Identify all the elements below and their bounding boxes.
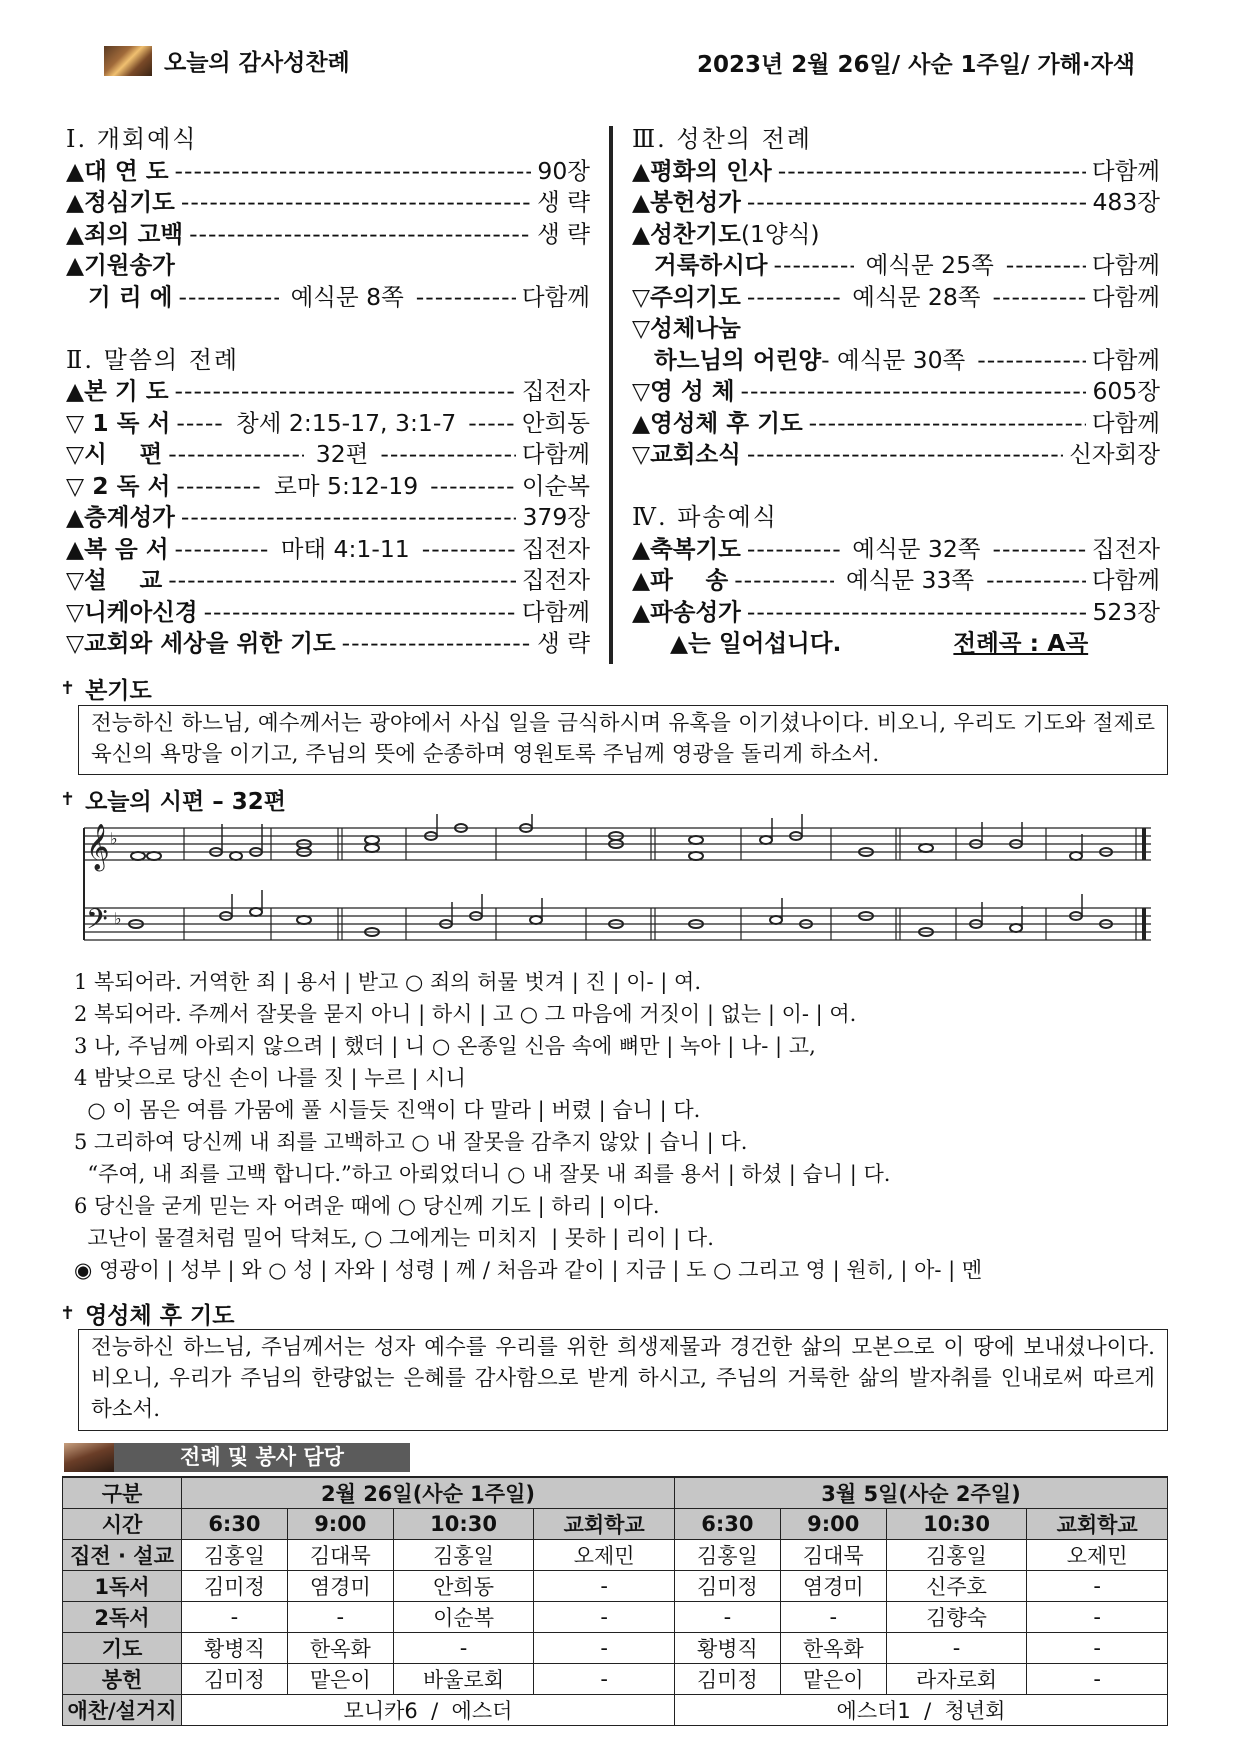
- svg-text:𝄢: 𝄢: [86, 903, 108, 943]
- order-row: ▲파송성가 ----- 523장: [632, 597, 1160, 629]
- order-row: ▲대 연 도 ----- 90장: [66, 156, 590, 188]
- psalm-line: 6 당신을 굳게 믿는 자 어려운 때에 ○ 당신께 기도 | 하리 | 이다.: [74, 1194, 660, 1218]
- svg-text:♭: ♭: [110, 829, 118, 848]
- table-row: 애찬/설거지 모니카6 / 에스더 에스더1 / 청년회: [63, 1695, 1168, 1726]
- psalm-line: 4 밤낮으로 당신 손이 나를 짓 | 누르 | 시니: [74, 1066, 466, 1090]
- psalm-line: 3 나, 주님께 아뢰지 않으려 | 했더 | 니 ○ 온종일 신음 속에 뼈만 | 녹아 | 나- | 고,: [74, 1034, 816, 1058]
- cross-icon: ✝: [60, 678, 76, 699]
- section-title-word: Ⅱ. 말씀의 전례: [66, 345, 240, 374]
- order-row: ▲성찬기도 (1양식): [632, 219, 820, 248]
- hymn-note: 전례곡 : A곡: [953, 629, 1089, 657]
- order-row: ▲복 음 서 ----- 마태 4:1-11 ----- 집전자: [66, 534, 590, 566]
- order-row: ▲정심기도 ----- 생 략: [66, 187, 590, 219]
- table-row: 구분 2월 26일(사순 1주일) 3월 5일(사순 2주일): [63, 1477, 1168, 1509]
- section-title-opening: Ⅰ. 개회예식: [66, 125, 198, 153]
- table-row: 기도 황병직 한옥화 - - 황병직 한옥화 - -: [63, 1633, 1168, 1664]
- order-row: ▲본 기 도 ----- 집전자: [66, 376, 590, 408]
- bulletin-header: [104, 44, 350, 77]
- psalm-line: 1 복되어라. 거역한 죄 | 용서 | 받고 ○ 죄의 허물 벗겨 | 진 | 이- | 여.: [74, 970, 701, 994]
- psalm-line: ○ 이 몸은 여름 가뭄에 풀 시들듯 진액이 다 말라 | 버렸 | 습니 | 다.: [74, 1098, 701, 1122]
- table-row: 집전 · 설교 김홍일 김대묵 김홍일 오제민 김홍일 김대묵 김홍일 오제민: [63, 1540, 1168, 1571]
- postcommunion-heading: ✝ 영성체 후 기도: [60, 1303, 235, 1329]
- order-row: ▲축복기도 ----- 예식문 32쪽 ----- 집전자: [632, 534, 1160, 566]
- order-row: ▲죄의 고백 ----- 생 략: [66, 219, 590, 251]
- cross-icon: ✝: [60, 789, 76, 810]
- order-row: ▽설 교 ----- 집전자: [66, 565, 590, 597]
- order-row: ▲봉헌성가 ----- 483장: [632, 187, 1160, 219]
- order-row: 하느님의 어린양 - 예식문 30쪽 ----- 다함께: [632, 345, 1160, 377]
- order-row: ▽교회와 세상을 위한 기도 ----- 생 략: [66, 628, 590, 660]
- section-title-eucharist: Ⅲ. 성찬의 전례: [632, 125, 812, 153]
- psalm-text: [74, 966, 982, 1286]
- psalm-chant-score: [76, 814, 1158, 964]
- psalm-line: 고난이 물결처럼 밀어 닥쳐도, ○ 그에게는 미치지 | 못하 | 리이 | 다.: [74, 1226, 714, 1250]
- order-row: ▲기원송가: [66, 251, 175, 279]
- collect-text: 전능하신 하느님, 예수께서는 광야에서 사십 일을 금식하시며 유혹을 이기셨나이다. 비오니, 우리도 기도와 절제로 육신의 욕망을 이기고, 주님의 뜻에 순종하며 영원토록 주님께 영광을 돌리게 하소서.: [78, 705, 1168, 775]
- order-row: 기 리 에 ----- 예식문 8쪽 ----- 다함께: [66, 282, 590, 314]
- duty-banner: [64, 1443, 410, 1472]
- order-row: ▽ 1 독 서 ----- 창세 2:15-17, 3:1-7 ----- 안희동: [66, 408, 590, 440]
- psalm-line: 2 복되어라. 주께서 잘못을 묻지 아니 | 하시 | 고 ○ 그 마음에 거짓이 | 없는 | 이- | 여.: [74, 1002, 857, 1026]
- table-row: 시간 6:30 9:00 10:30 교회학교 6:30 9:00 10:30 교회학교: [63, 1509, 1168, 1540]
- bulletin-title: 오늘의 감사성찬례: [164, 50, 350, 76]
- order-left-column: [66, 124, 590, 660]
- psalm-line: “주여, 내 죄를 고백 합니다.”하고 아뢰었더니 ○ 내 잘못 내 죄를 용서 | 하셨 | 습니 | 다.: [74, 1162, 891, 1186]
- psalm-heading: ✝ 오늘의 시편 – 32편: [60, 789, 286, 815]
- order-notes: [632, 628, 1160, 660]
- cross-icon: ✝: [60, 1303, 76, 1324]
- order-row: ▲평화의 인사 ----- 다함께: [632, 156, 1160, 188]
- svg-text:♭: ♭: [114, 909, 122, 928]
- svg-text:𝄞: 𝄞: [86, 824, 110, 870]
- section-title-dismissal: Ⅳ. 파송예식: [632, 503, 778, 531]
- order-row: ▽성체나눔: [632, 314, 741, 342]
- psalm-line: 5 그리하여 당신께 내 죄를 고백하고 ○ 내 잘못을 감추지 않았 | 습니 | 다.: [74, 1130, 748, 1154]
- duty-title: 전례 및 봉사 담당: [114, 1443, 410, 1472]
- order-row: ▽교회소식 ----- 신자회장: [632, 439, 1160, 471]
- standing-note: ▲는 일어섭니다.: [670, 629, 842, 657]
- duty-photo: [64, 1443, 114, 1472]
- collect-heading: ✝ 본기도: [60, 678, 152, 704]
- table-row: 2독서 - - 이순복 - - - 김향숙 -: [63, 1602, 1168, 1633]
- order-row: ▽ 2 독 서 ----- 로마 5:12-19 ----- 이순복: [66, 471, 590, 503]
- psalm-line: ◉ 영광이 | 성부 | 와 ○ 성 | 자와 | 성령 | 께 / 처음과 같이 | 지금 | 도 ○ 그리고 영 | 원히, | 아- | 멘: [74, 1258, 983, 1282]
- postcommunion-text: 전능하신 하느님, 주님께서는 성자 예수를 우리를 위한 희생제물과 경건한 삶의 모본으로 이 땅에 보내셨나이다. 비오니, 우리가 주님의 한량없는 은혜를 감사함으로 받게 하시고, 주님의 거룩한 삶의 발자취를 인내로써 따르게 하소서.: [78, 1329, 1168, 1431]
- order-row: ▲층계성가 ----- 379장: [66, 502, 590, 534]
- order-right-column: [632, 124, 1160, 660]
- order-row: ▽주의기도 ----- 예식문 28쪽 ----- 다함께: [632, 282, 1160, 314]
- duty-table: [62, 1476, 1168, 1726]
- order-row: ▲파 송 ----- 예식문 33쪽 ----- 다함께: [632, 565, 1160, 597]
- order-row: 거룩하시다 ----- 예식문 25쪽 ----- 다함께: [632, 250, 1160, 282]
- church-photo: [104, 46, 152, 76]
- column-divider: [609, 126, 613, 664]
- order-row: ▽시 편 ----- 32편 ----- 다함께: [66, 439, 590, 471]
- table-row: 봉헌 김미정 맡은이 바울로회 - 김미정 맡은이 라자로회 -: [63, 1664, 1168, 1695]
- table-row: 1독서 김미정 염경미 안희동 - 김미정 염경미 신주호 -: [63, 1571, 1168, 1602]
- order-row: ▲영성체 후 기도 ----- 다함께: [632, 408, 1160, 440]
- date-info: 2023년 2월 26일/ 사순 1주일/ 가해·자색: [697, 52, 1136, 78]
- order-row: ▽영 성 체 ----- 605장: [632, 376, 1160, 408]
- order-row: ▽니케아신경 ----- 다함께: [66, 597, 590, 629]
